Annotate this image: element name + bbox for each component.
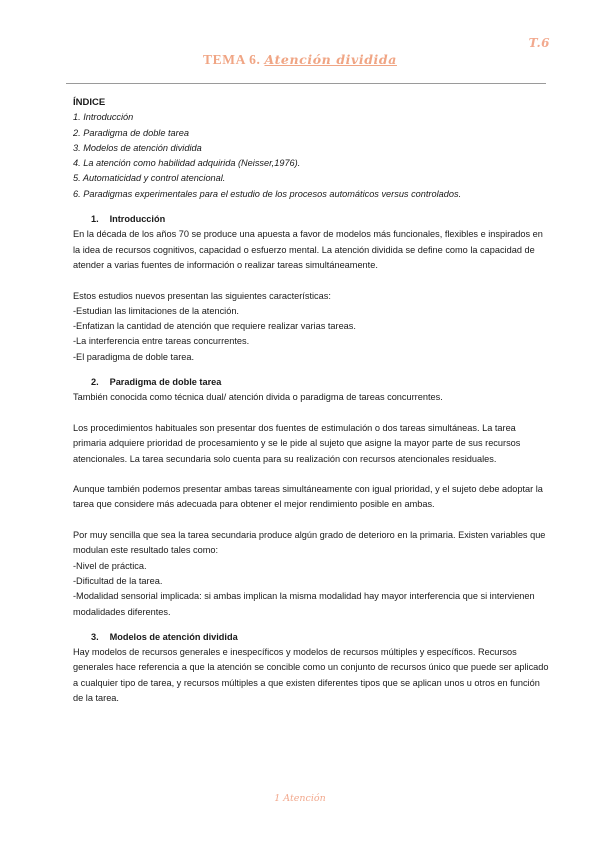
section-title: Paradigma de doble tarea (109, 377, 222, 388)
section-number: 2. (91, 377, 99, 388)
section-heading (73, 630, 551, 645)
paragraph: Por muy sencilla que sea la tarea secundaria produce algún grado de deterioro en la primaria. Existen variables que modulan este resultado tales como: -Nivel de práctica. -Dificultad de la tarea. -Modalidad sensorial implicada: si ambas implican la misma modalidad hay mayor interferencia que si intervienen modalidades diferentes. (73, 530, 546, 617)
index-item: 3. Modelos de atención dividida (73, 142, 202, 153)
page-title (0, 52, 600, 68)
index-item: 4. La atención como habilidad adquirida (Neisser,1976). (73, 158, 301, 169)
page-footer: 1 Atención (274, 793, 326, 804)
paragraph: Estos estudios nuevos presentan las siguientes características: -Estudian las limitaciones de la atención. -Enfatizan la cantidad de atención que requiere realizar varias tareas. -La interferencia entre tareas concurrentes. -El paradigma de doble tarea. (73, 290, 356, 362)
document-body (73, 95, 551, 706)
paragraph: Los procedimientos habituales son presentar dos fuentes de estimulación o dos tareas simultáneas. La tarea primaria adquiere prioridad de procesamiento y se le pide al sujeto que asigne la mayor parte de sus recursos atencionales. La tarea secundaria solo cuenta para su realización con recursos atencionales residuales. (73, 422, 521, 464)
index (73, 95, 551, 202)
corner-mark: T.6 (528, 36, 550, 50)
section-heading (73, 375, 551, 390)
section-heading (73, 212, 551, 227)
index-item: 6. Paradigmas experimentales para el estudio de los procesos automáticos versus controlados. (73, 188, 462, 199)
header-divider (66, 83, 546, 84)
paragraph: En la década de los años 70 se produce una apuesta a favor de modelos más funcionales, flexibles e inspirados en la idea de recursos cognitivos, capacidad o esfuerzo mental. La atención dividida se define como la capacidad de atender a varias fuentes de información o realizar tareas simultáneamente. (73, 229, 543, 270)
paragraph: Aunque también podemos presentar ambas tareas simultáneamente con igual prioridad, y el sujeto debe adoptar la tarea que considere más adecuada para obtener el mejor rendimiento posible en ambas. (73, 484, 543, 510)
title-prefix: TEMA 6 (203, 52, 257, 67)
section-number: 3. (91, 631, 99, 642)
title-separator: . (256, 52, 265, 67)
index-heading: ÍNDICE (73, 97, 106, 108)
section-title: Modelos de atención dividida (109, 631, 238, 642)
section-number: 1. (91, 214, 99, 225)
paragraph: Hay modelos de recursos generales e inespecíficos y modelos de recursos múltiples y específicos. Recursos generales hace referencia a que la atención se concible como un conjunto de recursos único que puede ser aplicado a cualquier tipo de tarea, y recursos múltiples a que existen diferentes tipos que se aplican unos u otros en función de la tarea. (73, 647, 549, 703)
index-item: 2. Paradigma de doble tarea (73, 127, 189, 138)
index-item: 1. Introducción (73, 112, 134, 123)
paragraph: También conocida como técnica dual/ atención divida o paradigma de tareas concurrentes. (73, 392, 443, 403)
title-name: Atención dividida (264, 52, 397, 67)
index-item: 5. Automaticidad y control atencional. (73, 173, 226, 184)
section-title: Introducción (109, 214, 166, 225)
